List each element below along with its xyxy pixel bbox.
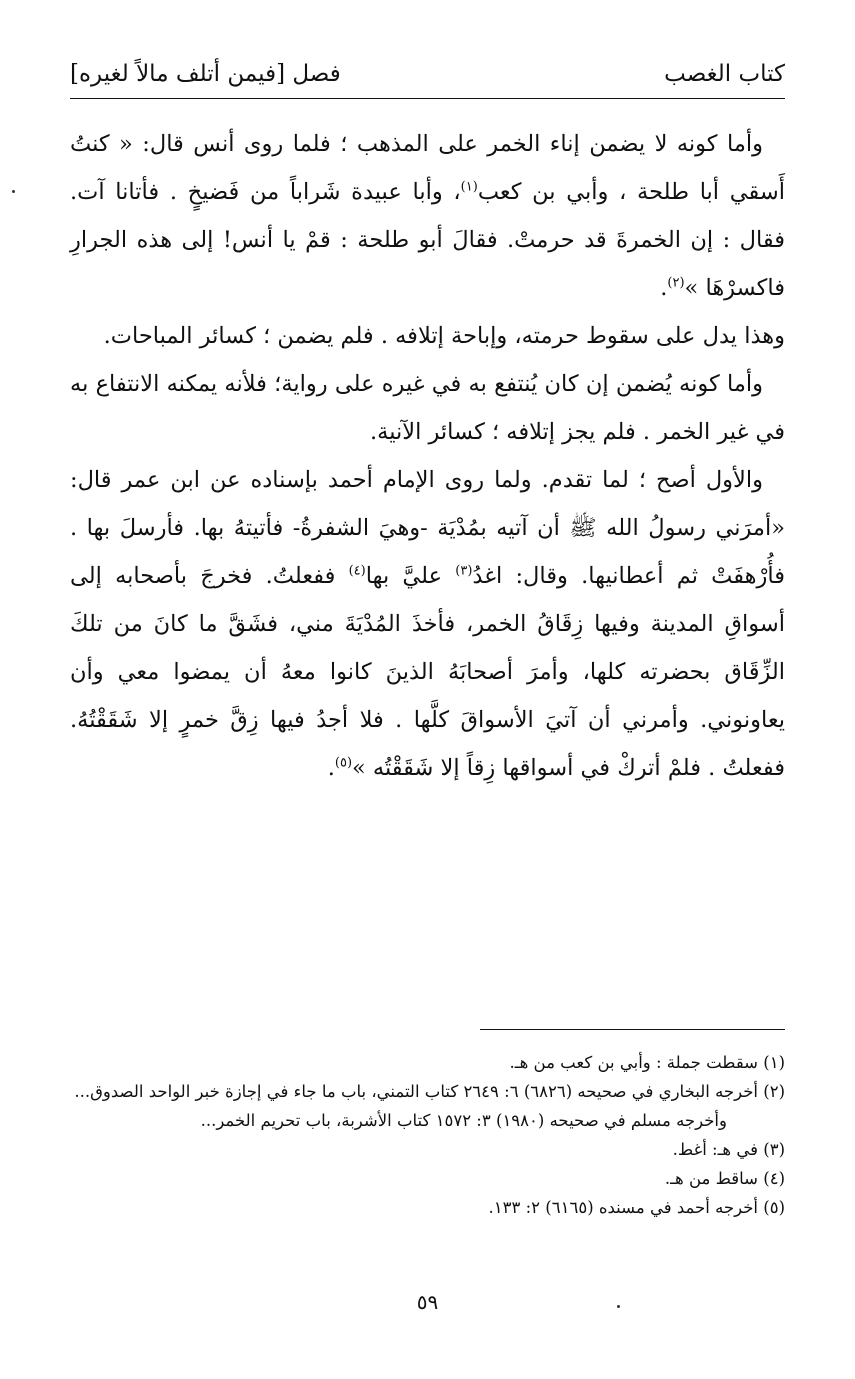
paragraph-text: ففعلتُ. فخرجَ بأصحابه إلى أسواقِ المدينة وفيها زِقَاقُ الخمر، فأخذَ المُدْيَةَ مني، فشَقَّ ما كانَ من تلكَ الزِّقَاق بحضرته كلها، وأمرَ أصحابَهُ الذينَ كانوا معهُ أن يمضوا معي وأن يعاونوني. وأمرني أن آتيَ الأسواقَ كلَّها . فلا أجدُ فيها زِقَّ خمرٍ إلا شَقَقْتُهُ. ففعلتُ . فلمْ أتركْ في أسواقها زِقاً إلا شَقَقْتُه » — [70, 563, 785, 781]
footnote-separator — [480, 1029, 785, 1030]
paragraph — [70, 360, 785, 456]
footnote-marker: (٤) — [348, 563, 366, 579]
running-header — [70, 52, 785, 96]
page-number: ٥٩ — [416, 1290, 439, 1314]
footnote: (١) سقطت جملة : وأبي بن كعب من هـ. — [509, 1053, 785, 1072]
scan-speck — [617, 1305, 620, 1308]
main-text — [70, 120, 785, 792]
footnote-marker: (٢) — [667, 275, 685, 291]
footnote-marker: (٥) — [334, 755, 353, 771]
paragraph-text: وأما كونه لا يضمن إناء الخمر على المذهب ؛ فلما روى أنس قال: « كنتُ أَسقي أبا طلحة ، وأبي بن كعب — [70, 131, 785, 205]
paragraph-text: عليَّ بها — [365, 563, 456, 589]
paragraph-text: . — [327, 755, 335, 781]
scan-speck — [12, 190, 15, 193]
footnote: (٥) أخرجه أحمد في مسنده (٦١٦٥) ٢: ١٣٣. — [488, 1198, 785, 1217]
footnote: وأخرجه مسلم في صحيحه (١٩٨٠) ٣: ١٥٧٢ كتاب الأشربة، باب تحريم الخمر... — [200, 1111, 727, 1130]
header-rule — [70, 98, 785, 99]
footnote: (٤) ساقط من هـ. — [664, 1169, 785, 1188]
book-title: كتاب الغصب — [664, 61, 785, 87]
footnote-marker: (١) — [460, 179, 478, 195]
footnotes — [70, 1048, 785, 1222]
paragraph-text: . — [660, 275, 668, 301]
paragraph-text: وأما كونه يُضمن إن كان يُنتفع به في غيره على رواية؛ فلأنه يمكنه الانتفاع به في غير الخمر . فلم يجز إتلافه ؛ كسائر الآنية. — [70, 371, 785, 445]
paragraph — [70, 456, 785, 792]
chapter-title: فصل [فيمن أتلف مالاً لغيره] — [70, 61, 341, 87]
footnote: (٣) في هـ: أغط. — [672, 1140, 785, 1159]
paragraph-text: وهذا يدل على سقوط حرمته، وإباحة إتلافه . فلم يضمن ؛ كسائر المباحات. — [103, 323, 785, 349]
paragraph — [70, 120, 785, 312]
footnote-marker: (٣) — [455, 563, 473, 579]
paragraph — [70, 312, 785, 360]
paragraph-text: ، وأبا عبيدة شَراباً من فَضيخٍ . فأتانا آت. فقال : إن الخمرةَ قد حرمتْ. فقالَ أبو طلحة : قمْ يا أنس! إلى هذه الجرارِ فاكسرْهَا » — [70, 179, 785, 301]
footnote: (٢) أخرجه البخاري في صحيحه (٦٨٢٦) ٦: ٢٦٤٩ كتاب التمني، باب ما جاء في إجازة خبر الواحد الصدوق... — [74, 1082, 785, 1101]
paragraph-text: والأول أصح ؛ لما تقدم. ولما روى الإمام أحمد بإسناده عن ابن عمر قال: «أمرَني رسولُ الله ﷺ أن آتيه بمُدْيَة -وهيَ الشفرةُ- فأتيتهُ بها. فأرسلَ بها . فأُرْهفَتْ ثم أعطانيها. وقال: اغدُ — [70, 467, 785, 589]
